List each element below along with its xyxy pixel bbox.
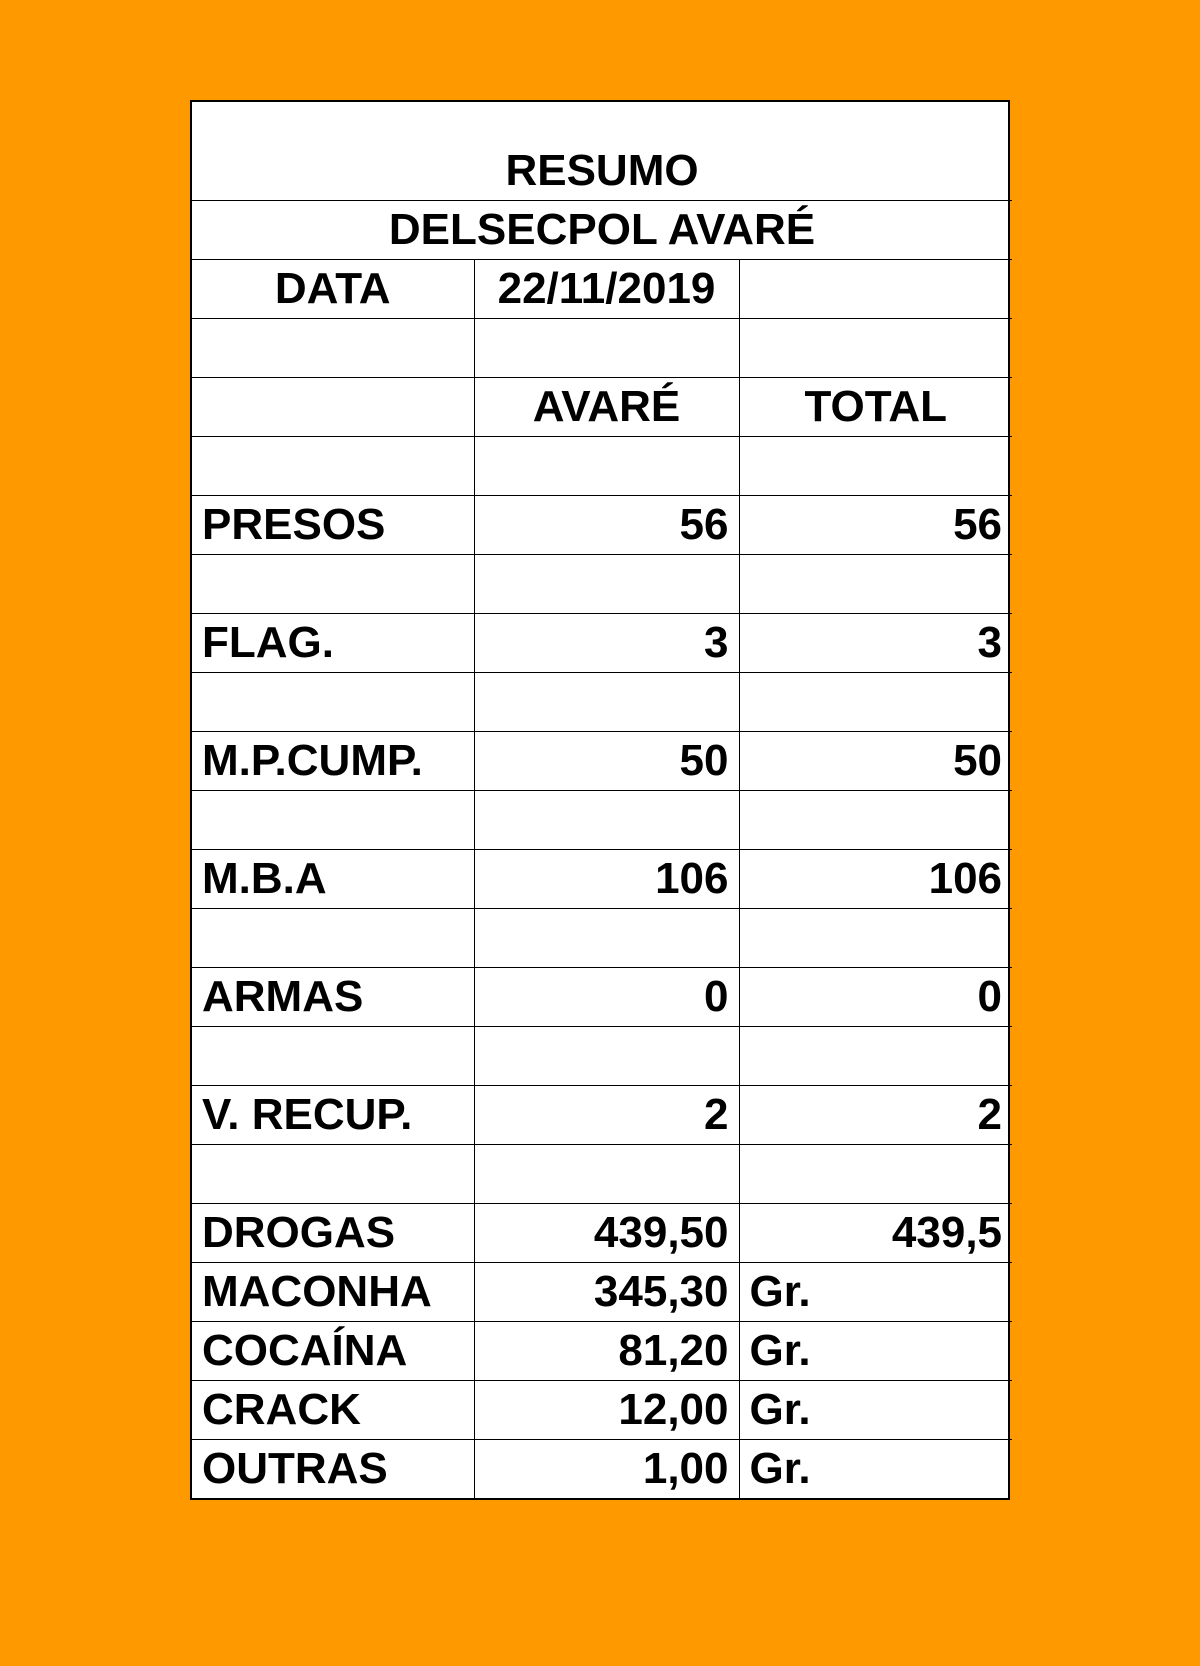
row-avare-value: 2 <box>474 1085 739 1144</box>
spacer-row <box>192 554 1012 613</box>
spacer-row <box>192 672 1012 731</box>
drug-unit: Gr. <box>739 1321 1012 1380</box>
row-avare-value: 3 <box>474 613 739 672</box>
table-row <box>192 1085 1012 1144</box>
drug-label: COCAÍNA <box>192 1321 474 1380</box>
row-label: ARMAS <box>192 967 474 1026</box>
row-total-value: 56 <box>739 495 1012 554</box>
row-avare-value: 106 <box>474 849 739 908</box>
drug-label: OUTRAS <box>192 1439 474 1498</box>
report-subtitle: DELSECPOL AVARÉ <box>192 200 1012 259</box>
drug-label: MACONHA <box>192 1262 474 1321</box>
row-avare-value: 50 <box>474 731 739 790</box>
row-total-value: 106 <box>739 849 1012 908</box>
empty-cell <box>474 1144 739 1203</box>
spacer-row <box>192 790 1012 849</box>
spacer-row <box>192 1026 1012 1085</box>
drug-value: 12,00 <box>474 1380 739 1439</box>
empty-cell <box>192 377 474 436</box>
spacer-row <box>192 1144 1012 1203</box>
row-total-value: 2 <box>739 1085 1012 1144</box>
empty-cell <box>739 1144 1012 1203</box>
row-label: M.B.A <box>192 849 474 908</box>
column-header-avare: AVARÉ <box>474 377 739 436</box>
empty-cell <box>474 436 739 495</box>
summary-sheet <box>190 100 1010 1500</box>
drug-row <box>192 1262 1012 1321</box>
empty-cell <box>739 790 1012 849</box>
empty-cell <box>192 1026 474 1085</box>
spacer-row <box>192 908 1012 967</box>
title-row <box>192 102 1012 200</box>
drug-row <box>192 1321 1012 1380</box>
empty-cell <box>474 672 739 731</box>
empty-cell <box>739 318 1012 377</box>
empty-cell <box>474 554 739 613</box>
empty-cell <box>192 554 474 613</box>
row-label: PRESOS <box>192 495 474 554</box>
row-avare-value: 0 <box>474 967 739 1026</box>
empty-cell <box>474 1026 739 1085</box>
drogas-total-value: 439,5 <box>739 1203 1012 1262</box>
drug-value: 1,00 <box>474 1439 739 1498</box>
table-row <box>192 967 1012 1026</box>
empty-cell <box>739 672 1012 731</box>
table-row <box>192 849 1012 908</box>
column-header-total: TOTAL <box>739 377 1012 436</box>
drug-unit: Gr. <box>739 1380 1012 1439</box>
drug-label: CRACK <box>192 1380 474 1439</box>
empty-cell <box>474 318 739 377</box>
date-value: 22/11/2019 <box>474 259 739 318</box>
row-total-value: 0 <box>739 967 1012 1026</box>
drug-unit: Gr. <box>739 1262 1012 1321</box>
report-title: RESUMO <box>192 102 1012 200</box>
row-label: M.P.CUMP. <box>192 731 474 790</box>
date-label: DATA <box>192 259 474 318</box>
drug-row <box>192 1439 1012 1498</box>
empty-cell <box>739 436 1012 495</box>
empty-cell <box>192 318 474 377</box>
drogas-row <box>192 1203 1012 1262</box>
empty-cell <box>192 436 474 495</box>
column-header-row <box>192 377 1012 436</box>
drug-value: 81,20 <box>474 1321 739 1380</box>
empty-cell <box>739 259 1012 318</box>
drug-value: 345,30 <box>474 1262 739 1321</box>
summary-table <box>192 102 1012 1498</box>
table-row <box>192 495 1012 554</box>
drogas-avare-value: 439,50 <box>474 1203 739 1262</box>
empty-cell <box>474 908 739 967</box>
row-avare-value: 56 <box>474 495 739 554</box>
empty-cell <box>474 790 739 849</box>
empty-cell <box>192 1144 474 1203</box>
subtitle-row <box>192 200 1012 259</box>
empty-cell <box>739 1026 1012 1085</box>
row-total-value: 50 <box>739 731 1012 790</box>
drug-row <box>192 1380 1012 1439</box>
table-row <box>192 613 1012 672</box>
drogas-label: DROGAS <box>192 1203 474 1262</box>
row-label: V. RECUP. <box>192 1085 474 1144</box>
empty-cell <box>739 554 1012 613</box>
empty-cell <box>739 908 1012 967</box>
spacer-row <box>192 436 1012 495</box>
table-row <box>192 731 1012 790</box>
row-label: FLAG. <box>192 613 474 672</box>
date-row <box>192 259 1012 318</box>
row-total-value: 3 <box>739 613 1012 672</box>
spacer-row <box>192 318 1012 377</box>
drug-unit: Gr. <box>739 1439 1012 1498</box>
empty-cell <box>192 672 474 731</box>
empty-cell <box>192 908 474 967</box>
empty-cell <box>192 790 474 849</box>
